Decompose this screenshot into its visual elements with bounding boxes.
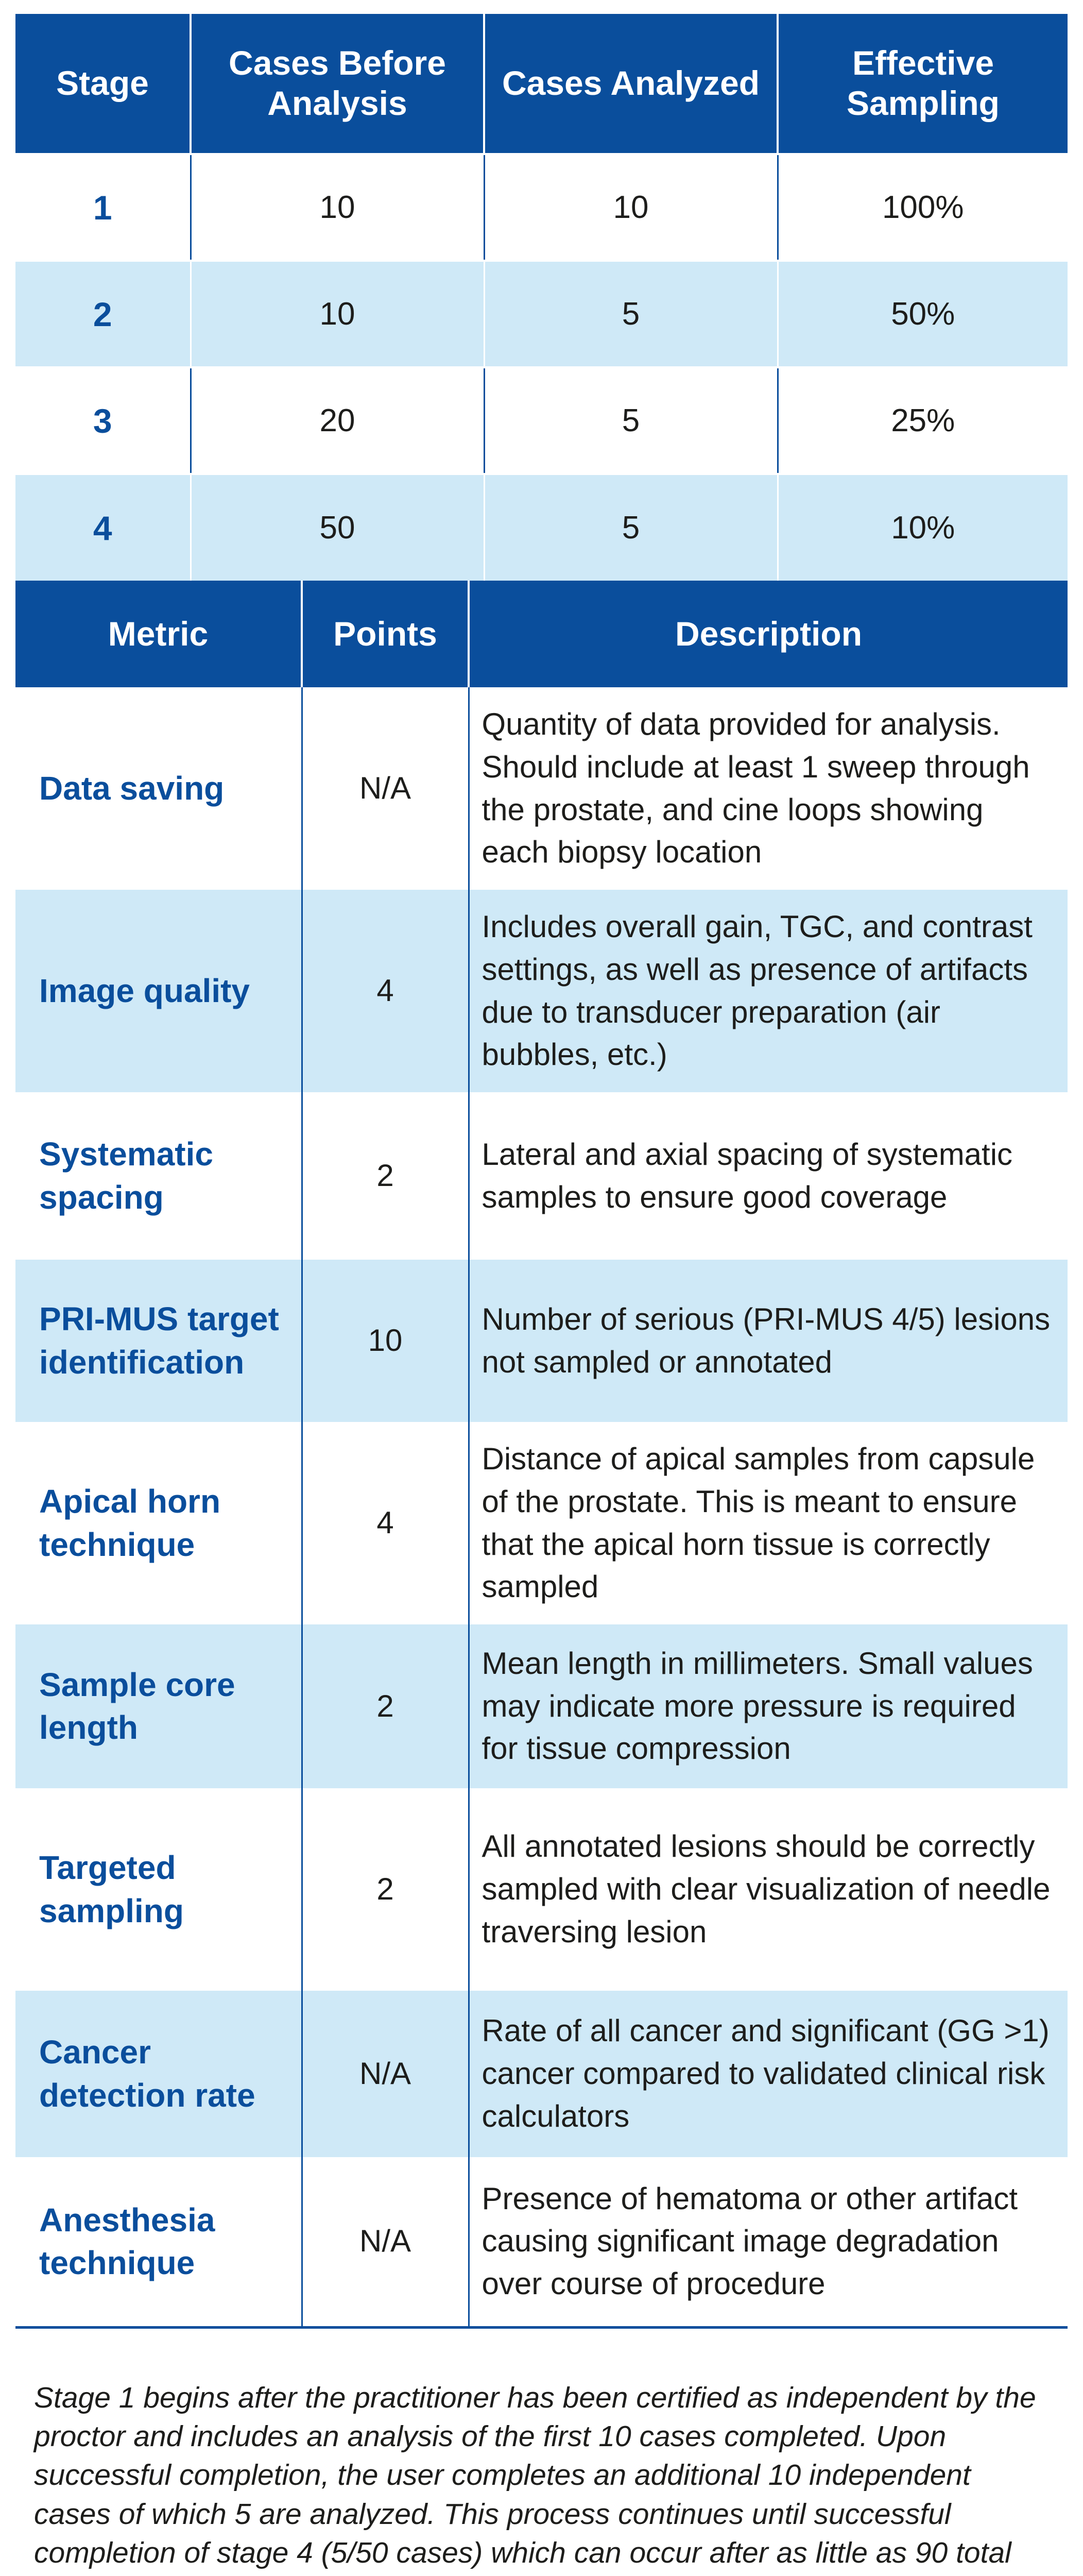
footnote: Stage 1 begins after the practitioner has been certified as independent by the proctor and includes an analysis of the first 10 cases completed. Upon successful completion, the user completes an additional 10 independent cases of which 5 are analyzed. This process continues until successful completion of stage 4 (5/50 cases) which can occur after as little as 90 total [34, 2381, 1036, 2569]
col-header-metric: Metric [15, 581, 302, 687]
metric-name: Sample core length [15, 1624, 302, 1788]
cases-before: 20 [191, 367, 484, 474]
metric-description: Quantity of data provided for analysis. Should include at least 1 sweep through the prostate, and cine loops showing each biopsy location [469, 687, 1068, 890]
table-row [15, 1092, 1068, 1260]
cases-analyzed: 5 [484, 367, 778, 474]
metric-points: 10 [302, 1260, 469, 1422]
table-row [15, 154, 1068, 261]
effective-sampling: 100% [778, 154, 1068, 261]
col-header-cases-analyzed: Cases Analyzed [484, 14, 778, 154]
metric-name: Image quality [15, 890, 302, 1092]
cases-analyzed: 5 [484, 261, 778, 367]
metric-points: 2 [302, 1092, 469, 1260]
metric-description: Includes overall gain, TGC, and contrast settings, as well as presence of artifacts due to transducer preparation (air bubbles, etc.) [469, 890, 1068, 1092]
table-row [15, 261, 1068, 367]
metric-description: Presence of hematoma or other artifact causing significant image degradation over course of procedure [469, 2157, 1068, 2327]
col-header-stage: Stage [15, 14, 191, 154]
cases-before: 50 [191, 474, 484, 581]
metric-name: Apical horn technique [15, 1422, 302, 1624]
cases-analyzed: 10 [484, 154, 778, 261]
col-header-points: Points [302, 581, 469, 687]
stage-number: 1 [15, 154, 191, 261]
metric-table [15, 581, 1068, 2329]
table-row [15, 1624, 1068, 1788]
table-row [15, 1260, 1068, 1422]
effective-sampling: 10% [778, 474, 1068, 581]
metric-points: 2 [302, 1624, 469, 1788]
metric-name: Targeted sampling [15, 1788, 302, 1991]
table-row [15, 1788, 1068, 1991]
metric-description: Rate of all cancer and significant (GG >1) cancer compared to validated clinical risk calculators [469, 1991, 1068, 2157]
table-row [15, 1991, 1068, 2157]
metric-table-header-row [15, 581, 1068, 687]
cases-before: 10 [191, 154, 484, 261]
metric-description: Number of serious (PRI-MUS 4/5) lesions not sampled or annotated [469, 1260, 1068, 1422]
stage-number: 3 [15, 367, 191, 474]
table-row [15, 890, 1068, 1092]
metric-name: Anesthesia technique [15, 2157, 302, 2327]
metric-points: 2 [302, 1788, 469, 1991]
col-header-effective-sampling: Effective Sampling [778, 14, 1068, 154]
table-row [15, 2157, 1068, 2327]
table-row [15, 1422, 1068, 1624]
col-header-cases-before: Cases Before Analysis [191, 14, 484, 154]
metric-description: Mean length in millimeters. Small values may indicate more pressure is required for tissue compression [469, 1624, 1068, 1788]
metric-description: All annotated lesions should be correctly sampled with clear visualization of needle traversing lesion [469, 1788, 1068, 1991]
metric-points: N/A [302, 2157, 469, 2327]
effective-sampling: 50% [778, 261, 1068, 367]
col-header-description: Description [469, 581, 1068, 687]
metric-name: PRI-MUS target identification [15, 1260, 302, 1422]
metric-name: Data saving [15, 687, 302, 890]
stage-table-header-row [15, 14, 1068, 154]
cases-analyzed: 5 [484, 474, 778, 581]
table-row [15, 474, 1068, 581]
metric-description: Distance of apical samples from capsule of the prostate. This is meant to ensure that the apical horn tissue is correctly sampled [469, 1422, 1068, 1624]
stage-number: 4 [15, 474, 191, 581]
table-row [15, 367, 1068, 474]
metric-name: Systematic spacing [15, 1092, 302, 1260]
metric-points: 4 [302, 890, 469, 1092]
stage-table [15, 14, 1068, 581]
metric-points: N/A [302, 687, 469, 890]
cases-before: 10 [191, 261, 484, 367]
table-row [15, 687, 1068, 890]
metric-description: Lateral and axial spacing of systematic samples to ensure good coverage [469, 1092, 1068, 1260]
stage-number: 2 [15, 261, 191, 367]
metric-points: N/A [302, 1991, 469, 2157]
effective-sampling: 25% [778, 367, 1068, 474]
metric-name: Cancer detection rate [15, 1991, 302, 2157]
metric-points: 4 [302, 1422, 469, 1624]
